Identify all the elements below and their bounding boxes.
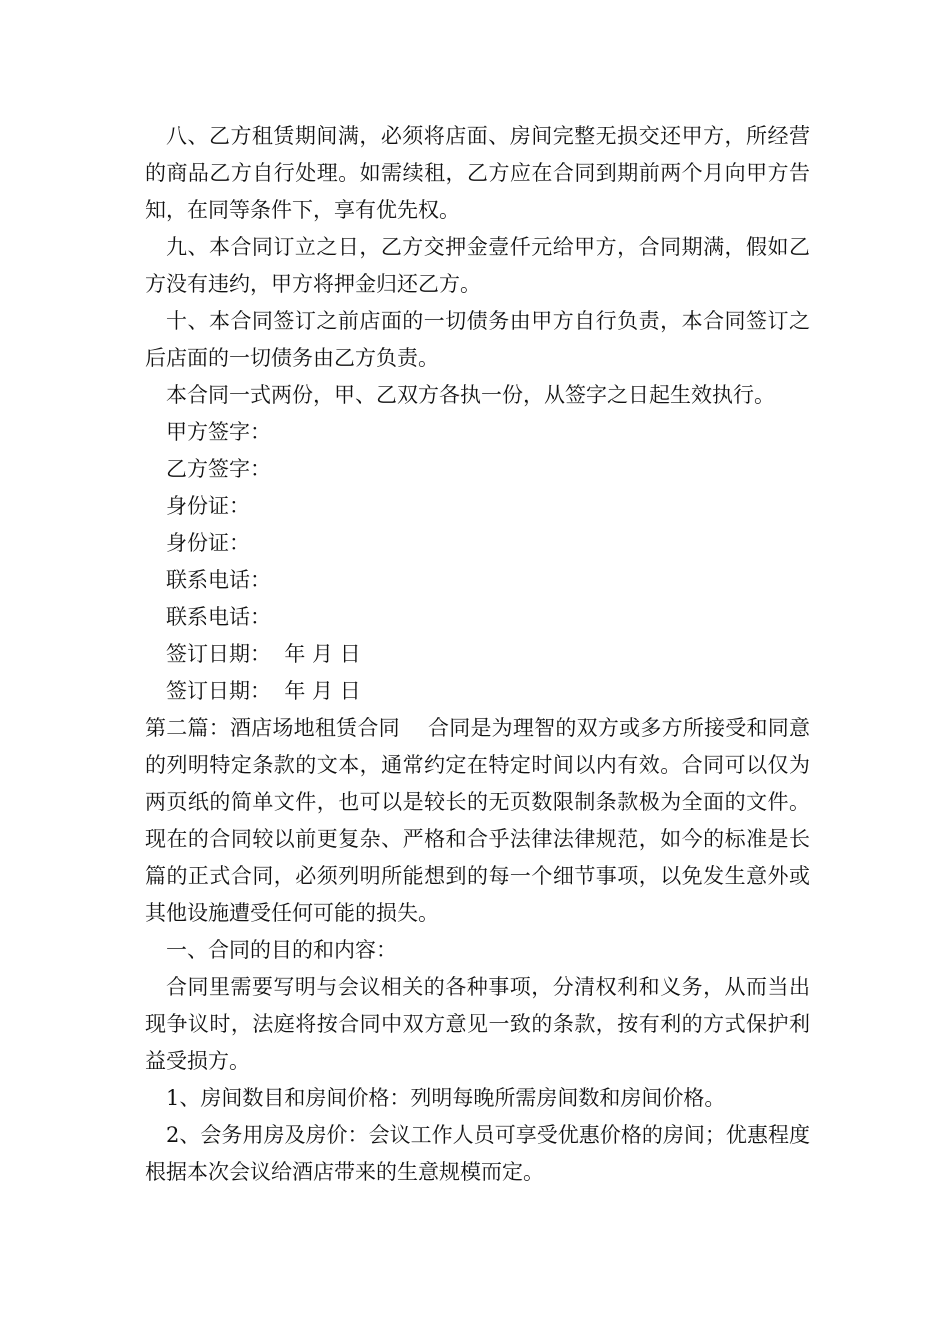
item-staff-rooms-price: 2、会务用房及房价：会议工作人员可享受优惠价格的房间；优惠程度根据本次会议给酒店带来的生意规模而定。 <box>145 1123 810 1184</box>
item-room-count-price: 1、房间数目和房间价格：列明每晚所需房间数和房间价格。 <box>166 1086 726 1110</box>
party-a-phone-field: 联系电话： <box>166 568 271 592</box>
party-a-signature-field: 甲方签字： <box>166 420 271 444</box>
party-a-id-field: 身份证： <box>166 494 250 518</box>
contract-copies-note: 本合同一式两份，甲、乙双方各执一份，从签字之日起生效执行。 <box>166 383 775 407</box>
section-two-paragraph: 第二篇：酒店场地租赁合同 合同是为理智的双方或多方所接受和同意的列明特定条款的文本，通常约定在特定时间以内有效。合同可以仅为两页纸的简单文件，也可以是较长的无页数限制条款极为全面的文件。现在的合同较以前更复杂、严格和合乎法律法律规范，如今的标准是长篇的正式合同，必须列明所能想到的每一个细节事项，以免发生意外或其他设施遭受任何可能的损失。 <box>145 716 810 925</box>
heading-contract-purpose: 一、合同的目的和内容： <box>166 938 397 962</box>
party-b-signature-field: 乙方签字： <box>166 457 271 481</box>
clause-eight: 八、乙方租赁期间满，必须将店面、房间完整无损交还甲方，所经营的商品乙方自行处理。如需续租，乙方应在合同到期前两个月向甲方告知，在同等条件下，享有优先权。 <box>145 124 810 222</box>
clause-nine: 九、本合同订立之日，乙方交押金壹仟元给甲方，合同期满，假如乙方没有违约，甲方将押金归还乙方。 <box>145 235 810 296</box>
party-b-phone-field: 联系电话： <box>166 605 271 629</box>
contract-purpose-body: 合同里需要写明与会议相关的各种事项，分清权利和义务，从而当出现争议时，法庭将按合同中双方意见一致的条款，按有利的方式保护利益受损方。 <box>145 975 810 1073</box>
party-a-date-field: 签订日期： 年 月 日 <box>166 642 361 666</box>
party-b-id-field: 身份证： <box>166 531 250 555</box>
party-b-date-field: 签订日期： 年 月 日 <box>166 679 361 703</box>
document-body <box>145 118 810 1191</box>
clause-ten: 十、本合同签订之前店面的一切债务由甲方自行负责，本合同签订之后店面的一切债务由乙方负责。 <box>145 309 810 370</box>
